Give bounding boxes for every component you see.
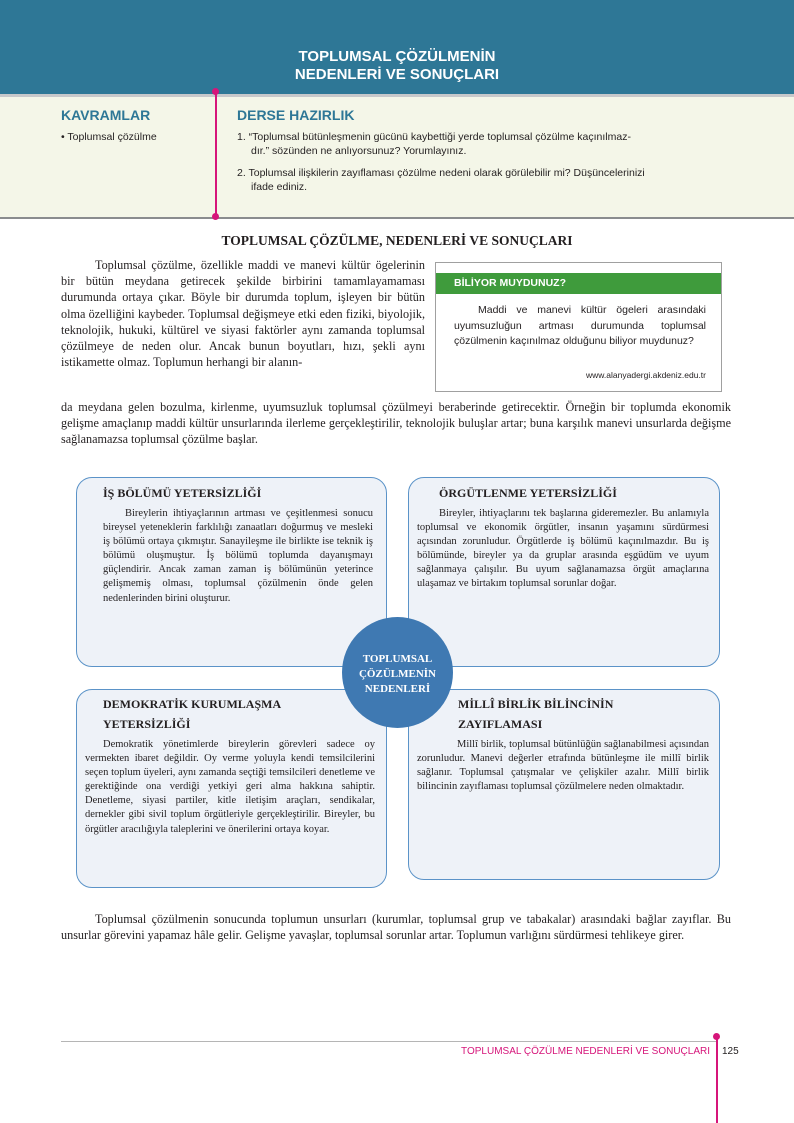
footer-divider-line <box>716 1036 718 1123</box>
footer-divider-dot <box>713 1033 720 1040</box>
page-number: 125 <box>722 1046 739 1057</box>
band-divider-dot-top <box>212 88 219 95</box>
cause-title-democratic-institutions <box>103 694 281 734</box>
preparation-question-2 <box>237 166 727 194</box>
cause-title-division-of-labor: İŞ BÖLÜMÜ YETERSİZLİĞİ <box>103 486 262 500</box>
cause-text-democratic-institutions: Demokratik yönetimlerde bireylerin görevleri sadece oy vermekten ibaret değildir. Oy verme yoluyla kendi temsilcilerini seçen toplum üyeleri, aynı zamanda seçtiği temsilcileri denetleme ve gerektiğinde ona verdiği yetkiyi geri alma hakkına sahiptir. Denetleme, siyasi partiler, kitle iletişim araçları, sendikalar, dernekler gibi sivil toplum örgütleriyle gerçekleştirilir. Bireyler, bu örgütler aracılığıyla taleplerini ve önerilerini ortaya koyar. <box>85 739 375 835</box>
preparation-question-1 <box>237 130 727 158</box>
cause-text-division-of-labor: Bireylerin ihtiyaçlarının artması ve çeşitlenmesi sonucu bireysel yeteneklerin farklılığı zanaatları doğurmuş ve mesleki iş bölümü ortaya çıkmıştır. Sanayileşme ile birlikte ise teknik iş bölümü oluşmuştur. İş bölümü toplumda dayanışmayı güçlendirir. Ancak zaman zaman iş bölümünün yeterince gelişmemiş olması, toplumsal çözülmenin önde gelen nedenlerinden birini oluşturur. <box>103 508 373 604</box>
q2-line1: 2. Toplumsal ilişkilerin zayıflaması çözülme nedeni olarak görülebilir mi? Düşüncelerinizi <box>237 167 645 179</box>
did-you-know-box <box>435 262 722 392</box>
cause-text-organization: Bireyler, ihtiyaçlarını tek başlarına gideremezler. Bu anlamıyla toplumsal ve ekonomik örgütler, insanın yaşamını sürdürmesi açısından zorunludur. Örgütlerde iş bölümü kaçınılmazdır. Bu iş bölümünde, bireyler ya da gruplar arasında eşgüdüm ve uyum sağlanmaya çalışılır. Bu uyum sağlanamazsa örgüt amaçlarına ulaşamaz ve birtakım toplumsal sorunlar doğar. <box>417 508 709 590</box>
intro-paragraph-part2: da meydana gelen bozulma, kirlenme, uyumsuzluk toplumsal çözülmeyi beraberinde getirecektir. Örneğin bir toplumda ekonomik gelişme amaçlanıp maddi kültür unsurlarında ilerleme gerçekleştirilir, teknolojik buluşlar artar; buna karşılık manevi unsurlarda değişme sağlanamazsa toplumsal çözülme başlar. <box>61 400 731 447</box>
footer-running-title: TOPLUMSAL ÇÖZÜLME NEDENLERİ VE SONUÇLARI <box>461 1046 710 1057</box>
chapter-title <box>0 48 794 84</box>
cause-text-national-unity: Millî birlik, toplumsal bütünlüğün sağlanabilmesi açısından zorunludur. Manevi değerler etrafında bütünleşme ile millî birlik sağlanır. Toplumsal çatışmalar ve çelişkiler azalır. Millî birlik bilincinin zayıflaması toplumsal çözülmelere neden olmaktadır. <box>417 739 709 793</box>
cause-box-division-of-labor <box>76 477 387 667</box>
footer-rule <box>61 1041 716 1042</box>
concepts-item: • Toplumsal çözülme <box>61 131 157 143</box>
intro-paragraph-part1: Toplumsal çözülme, özellikle maddi ve manevi kültür ögelerinin bir bütün meydana getirecek şekilde birbirini tamamlayamaması durumunda ortaya çıkar. Böyle bir durumda toplum, işleyen bir bütün olma özelliğini kaybeder. Toplumsal değişmeye etki eden fiziki, biyolojik, teknolojik, hukuki, kültürel ve siyasi faktörler aynı zamanda toplumsal çözülmeye de neden olur. Ancak bunun boyutları, hızı, şekli aynı istikamette olmaz. Toplumun herhangi bir alanın- <box>61 258 425 370</box>
cause-title-national-line2: ZAYIFLAMASI <box>458 717 543 731</box>
chapter-title-line1: TOPLUMSAL ÇÖZÜLMENİN <box>298 48 496 65</box>
section-title: TOPLUMSAL ÇÖZÜLME, NEDENLERİ VE SONUÇLARI <box>221 233 573 248</box>
cause-title-national-unity <box>458 694 613 734</box>
cause-title-democratic-line2: YETERSİZLİĞİ <box>103 717 191 731</box>
center-label-line1: TOPLUMSAL <box>362 653 433 665</box>
center-label-line2: ÇÖZÜLMENİN <box>358 668 436 680</box>
did-you-know-text: Maddi ve manevi kültür ögeleri arasındaki uyumsuzluğun artması durumunda toplumsal çözülmenin kaçınılmaz olduğunu biliyor muydunuz? <box>454 304 706 347</box>
cause-title-national-line1: MİLLÎ BİRLİK BİLİNCİNİN <box>458 697 614 711</box>
band-divider-dot-bottom <box>212 213 219 220</box>
q1-line2: dır.” sözünden ne anlıyorsunuz? Yorumlayınız. <box>251 145 467 157</box>
cause-title-organization: ÖRGÜTLENME YETERSİZLİĞİ <box>439 486 617 500</box>
chapter-title-line2: NEDENLERİ VE SONUÇLARI <box>294 66 500 83</box>
q1-line1: 1. “Toplumsal bütünleşmenin gücünü kaybettiği yerde toplumsal çözülme kaçınılmaz- <box>237 131 631 143</box>
did-you-know-source: www.alanyadergi.akdeniz.edu.tr <box>585 370 706 380</box>
cause-box-organization <box>408 477 720 667</box>
cause-box-democratic-institutions <box>76 689 387 888</box>
causes-center-label <box>342 652 453 697</box>
cause-title-democratic-line1: DEMOKRATİK KURUMLAŞMA <box>103 697 282 711</box>
band-divider-line <box>215 91 217 216</box>
did-you-know-heading: BİLİYOR MUYDUNUZ? <box>436 273 721 294</box>
conclusion-paragraph: Toplumsal çözülmenin sonucunda toplumun unsurları (kurumlar, toplumsal grup ve tabakalar) arasındaki bağlar zayıflar. Bu unsurlar görevini yapamaz hâle gelir. Gelişme yavaşlar, toplumsal sorunlar artar. Toplumun varlığını sürdürmesi tehlikeye girer. <box>61 912 731 943</box>
concepts-heading: KAVRAMLAR <box>61 107 151 123</box>
cause-box-national-unity <box>408 689 720 880</box>
preparation-heading: DERSE HAZIRLIK <box>237 107 355 123</box>
q2-line2: ifade ediniz. <box>251 181 308 193</box>
center-label-line3: NEDENLERİ <box>364 683 431 695</box>
